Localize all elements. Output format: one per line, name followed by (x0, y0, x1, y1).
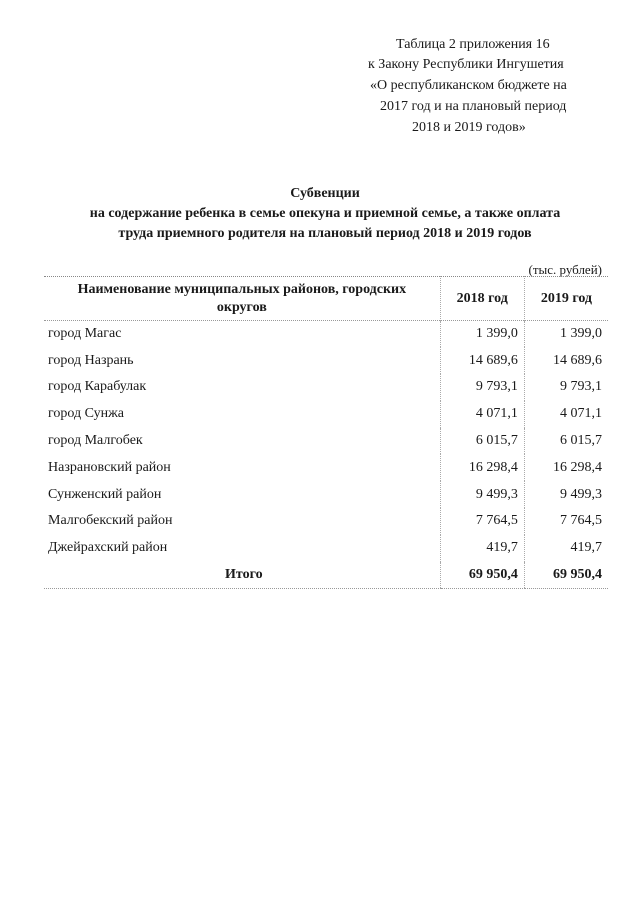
appendix-note-line: 2018 и 2019 годов» (412, 120, 526, 135)
value-2019-cell: 69 950,4 (524, 562, 608, 589)
column-header-2018: 2018 год (440, 277, 524, 321)
row-name-cell: Итого (44, 562, 440, 589)
value-2019-cell: 6 015,7 (524, 428, 608, 455)
column-header-name: Наименование муниципальных районов, городских округов (77, 281, 407, 315)
value-2018-cell: 1 399,0 (440, 321, 524, 348)
value-2019-cell: 419,7 (524, 535, 608, 562)
table-row (44, 428, 608, 455)
table-row (44, 535, 608, 562)
table-row (44, 321, 608, 348)
table-row (44, 481, 608, 508)
row-name-cell: город Карабулак (48, 379, 147, 395)
title-line: труда приемного родителя на плановый период 2018 и 2019 годов (118, 226, 532, 241)
value-2019-cell: 9 793,1 (524, 374, 608, 401)
value-2018-cell: 69 950,4 (440, 562, 524, 589)
row-name-cell: Сунженский район (48, 486, 162, 502)
document-title (40, 184, 610, 244)
value-2018-cell: 419,7 (440, 535, 524, 562)
value-2018-cell: 14 689,6 (440, 347, 524, 374)
table-row (44, 374, 608, 401)
value-2018-cell: 16 298,4 (440, 454, 524, 481)
subventions-table (44, 276, 608, 589)
unit-label: (тыс. рублей) (528, 262, 602, 277)
title-line: Субвенции (290, 186, 360, 201)
table-row (44, 401, 608, 428)
value-2019-cell: 7 764,5 (524, 508, 608, 535)
value-2019-cell: 4 071,1 (524, 401, 608, 428)
value-2019-cell: 16 298,4 (524, 454, 608, 481)
value-2019-cell: 14 689,6 (524, 347, 608, 374)
appendix-note-line: к Закону Республики Ингушетия (368, 57, 564, 72)
value-2018-cell: 6 015,7 (440, 428, 524, 455)
row-name-cell: город Магас (48, 326, 122, 342)
value-2019-cell: 9 499,3 (524, 481, 608, 508)
table-row (44, 347, 608, 374)
table-row (44, 508, 608, 535)
value-2018-cell: 7 764,5 (440, 508, 524, 535)
table-total-row (44, 562, 608, 589)
title-line: на содержание ребенка в семье опекуна и приемной семье, а также оплата (89, 206, 561, 221)
appendix-note-line: «О республиканском бюджете на (370, 78, 567, 93)
value-2018-cell: 9 793,1 (440, 374, 524, 401)
row-name-cell: город Сунжа (48, 406, 124, 422)
row-name-cell: Малгобекский район (48, 513, 173, 529)
row-name-cell: город Назрань (48, 352, 134, 368)
row-name-cell: Джейрахский район (48, 540, 168, 556)
column-header-2019: 2019 год (524, 277, 608, 321)
row-name-cell: город Малгобек (48, 433, 143, 449)
table-header-row (44, 277, 608, 321)
table-body (44, 321, 608, 589)
row-name-cell: Назрановский район (48, 459, 171, 475)
appendix-note-line: Таблица 2 приложения 16 (396, 37, 550, 52)
table-row (44, 454, 608, 481)
value-2018-cell: 9 499,3 (440, 481, 524, 508)
appendix-note-line: 2017 год и на плановый период (380, 99, 567, 114)
value-2019-cell: 1 399,0 (524, 321, 608, 348)
value-2018-cell: 4 071,1 (440, 401, 524, 428)
